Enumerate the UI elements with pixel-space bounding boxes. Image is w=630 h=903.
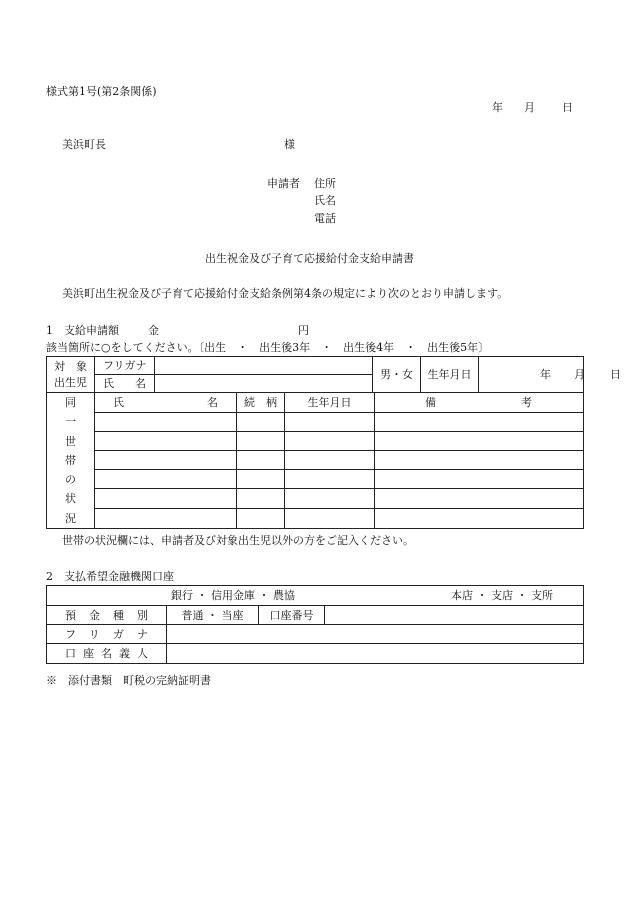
household-birthdate-cell[interactable] [285,470,375,489]
household-note: 世帯の状況欄には、申請者及び対象出生児以外の方をご記入ください。 [62,534,414,547]
household-birthdate-cell[interactable] [285,508,375,528]
account-number-label: 口座番号 [259,606,325,625]
section1-yen: 円 [298,324,309,337]
col-name-part1: 氏 [113,396,124,409]
household-side-label [47,393,95,529]
date-month-label: 月 [524,101,535,114]
target-label-line1: 対 象 [54,360,87,374]
date-year-label: 年 [492,101,503,114]
household-birthdate-cell[interactable] [285,432,375,451]
household-side-char: 状 [65,492,76,506]
household-side-char: 世 [65,434,76,448]
col-remarks-part2: 考 [521,396,532,409]
table-row [47,489,584,508]
target-label-line2: 出生児 [54,375,87,389]
household-col-relation: 続 柄 [237,393,285,413]
household-remarks-cell[interactable] [375,489,584,508]
attachment-note: ※ 添付書類 町税の完納証明書 [46,674,211,687]
deposit-type-label: 預金種別 [47,606,167,625]
table-row [47,470,584,489]
household-name-cell[interactable] [95,508,237,528]
table-row [47,451,584,470]
applicant-phone-label: 電話 [314,212,336,225]
branch-type-options[interactable]: 本店 ・ 支店 ・ 支所 [451,589,553,602]
household-relation-cell[interactable] [237,470,285,489]
child-gender-cell[interactable]: 男・女 [373,357,421,393]
child-birth-month: 月 [574,368,585,381]
household-side-char: の [65,473,76,486]
bank-type-options[interactable]: 銀行 ・ 信用金庫 ・ 農協 [171,589,295,602]
target-child-label-cell [47,357,95,393]
table-row [47,432,584,451]
household-name-cell[interactable] [95,413,237,432]
household-remarks-cell[interactable] [375,432,584,451]
household-table [46,392,584,529]
child-furigana-field[interactable] [155,357,373,375]
household-relation-cell[interactable] [237,489,285,508]
household-relation-cell[interactable] [237,451,285,470]
col-remarks-part1: 備 [425,396,436,409]
document-title: 出生祝金及び子育て応援給付金支給申請書 [205,252,414,265]
child-birthdate-field[interactable] [479,357,621,393]
child-furigana-label: フリガナ [95,357,155,375]
bank-table [46,585,584,664]
section1-kin: 金 [148,324,159,337]
account-holder-field[interactable] [167,644,584,664]
household-name-cell[interactable] [95,470,237,489]
household-remarks-cell[interactable] [375,413,584,432]
applicant-label: 申請者 [267,177,300,190]
household-name-cell[interactable] [95,489,237,508]
household-col-remarks [375,393,584,413]
table-row [47,413,584,432]
addressee-honorific: 様 [284,138,295,151]
child-name-field[interactable] [155,375,373,393]
household-side-char: 一 [65,415,76,429]
table-row [47,508,584,528]
household-birthdate-cell[interactable] [285,413,375,432]
applicant-address-label: 住所 [314,177,336,190]
household-side-char: 同 [65,396,76,409]
account-furigana-label: フリガナ [47,625,167,644]
date-day-label: 日 [562,101,573,114]
account-number-field[interactable] [325,606,584,625]
intro-text: 美浜町出生祝金及び子育て応援給付金支給条例第4条の規定により次のとおり申請します。 [62,287,509,300]
applicant-name-label: 氏名 [314,194,336,207]
household-birthdate-cell[interactable] [285,451,375,470]
child-name-label: 氏 名 [95,375,155,393]
account-furigana-field[interactable] [167,625,584,644]
section1-label: 1 支給申請額 [46,324,119,337]
child-birth-day: 日 [610,368,621,381]
household-col-birthdate: 生年月日 [285,393,375,413]
account-holder-label: 口座名義人 [47,644,167,664]
child-birth-year: 年 [540,368,551,381]
deposit-type-options[interactable]: 普通 ・ 当座 [167,606,259,625]
section2-label: 2 支払希望金融機関口座 [46,570,174,583]
household-name-cell[interactable] [95,451,237,470]
household-remarks-cell[interactable] [375,470,584,489]
household-col-name [95,393,237,413]
household-remarks-cell[interactable] [375,451,584,470]
col-name-part2: 名 [207,396,218,409]
section1-instruction: 該当箇所に○をしてください。〔出生 ・ 出生後3年 ・ 出生後4年 ・ 出生後5年〕 [46,341,490,354]
household-remarks-cell[interactable] [375,508,584,528]
household-birthdate-cell[interactable] [285,489,375,508]
bank-type-cell[interactable] [47,586,584,606]
household-relation-cell[interactable] [237,413,285,432]
household-side-char: 帯 [65,453,76,467]
household-side-char: 況 [65,511,76,525]
household-relation-cell[interactable] [237,508,285,528]
addressee-name: 美浜町長 [62,138,106,151]
form-number: 様式第1号(第2条関係) [46,85,157,98]
child-table [46,356,621,393]
household-name-cell[interactable] [95,432,237,451]
household-relation-cell[interactable] [237,432,285,451]
child-birthdate-label: 生年月日 [421,357,479,393]
